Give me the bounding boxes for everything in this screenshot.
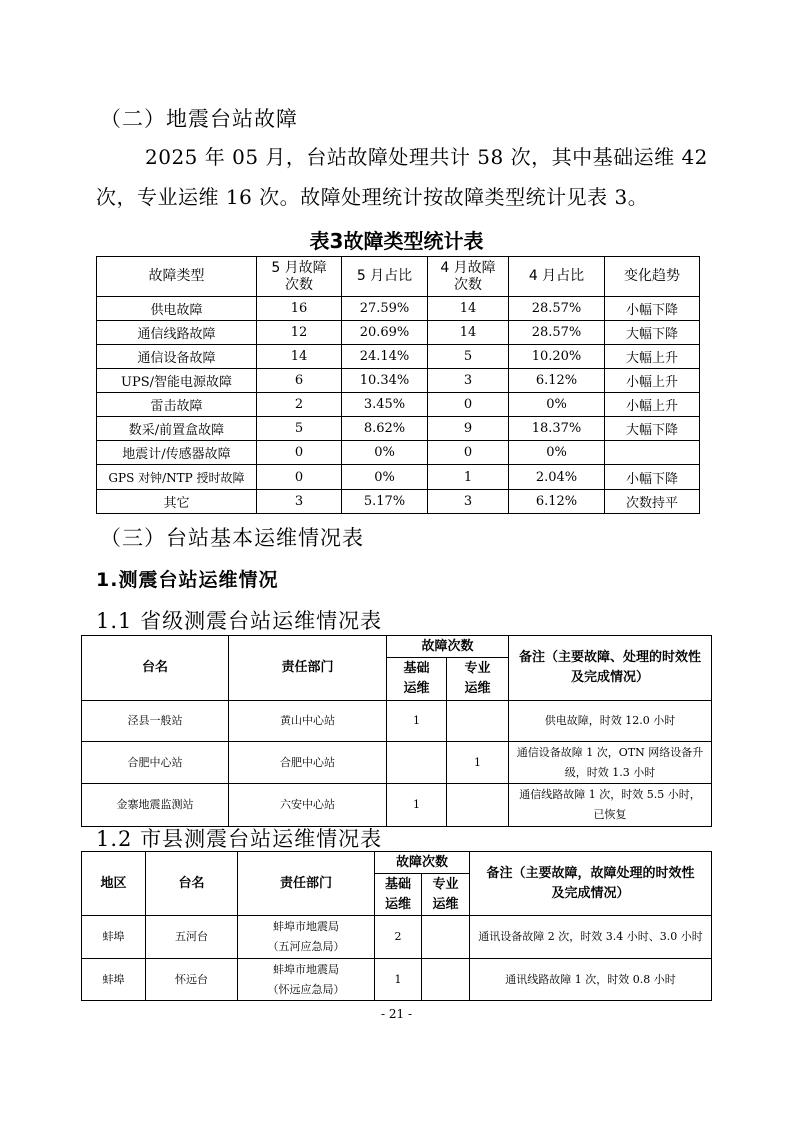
table-row	[97, 345, 700, 369]
cell-apr-ratio: 6.12%	[509, 369, 605, 393]
cell-region: 蚌埠	[82, 916, 146, 959]
cell-may: 0	[257, 441, 342, 465]
cell-remark: 通信设备故障 1 次，OTN 网络设备升 级，时效 1.3 小时	[509, 742, 712, 784]
cell-type: 供电故障	[97, 297, 257, 321]
cell-station: 五河台	[146, 916, 238, 959]
provincial-station-table	[81, 635, 712, 827]
intro-line-2: 次，专业运维 16 次。故障处理统计按故障类型统计见表 3。	[96, 185, 649, 209]
cell-type: 雷击故障	[97, 393, 257, 417]
page-number: - 21 -	[380, 1007, 412, 1021]
table-row	[82, 784, 712, 827]
cell-apr-ratio: 0%	[509, 393, 605, 417]
cell-basic: 1	[387, 701, 447, 742]
table-row	[97, 490, 700, 514]
cell-may-ratio: 3.45%	[342, 393, 428, 417]
cell-may: 3	[257, 490, 342, 514]
cell-may: 16	[257, 297, 342, 321]
subsection-1-title: 1.测震台站运维情况	[96, 569, 279, 591]
cell-dept: 蚌埠市地震局 （五河应急局）	[238, 916, 375, 959]
cell-apr-ratio: 28.57%	[509, 321, 605, 345]
cell-may-ratio: 27.59%	[342, 297, 428, 321]
cell-trend: 小幅上升	[605, 393, 700, 417]
cell-type: GPS 对钟/NTP 授时故障	[97, 465, 257, 490]
cell-basic	[387, 742, 447, 784]
cell-station: 怀远台	[146, 959, 238, 1001]
cell-region: 蚌埠	[82, 959, 146, 1001]
header-apr-count: 4 月故障 次数	[428, 257, 509, 297]
header-pro: 专业 运维	[447, 658, 509, 701]
table-row	[97, 297, 700, 321]
cell-apr-ratio: 6.12%	[509, 490, 605, 514]
cell-remark: 通讯设备故障 2 次，时效 3.4 小时、3.0 小时	[470, 916, 712, 959]
cell-apr: 5	[428, 345, 509, 369]
cell-may: 5	[257, 417, 342, 441]
header-basic: 基础 运维	[375, 874, 422, 916]
city-county-station-table	[81, 851, 712, 1001]
cell-may: 14	[257, 345, 342, 369]
table-row	[97, 441, 700, 465]
cell-remark: 供电故障，时效 12.0 小时	[509, 701, 712, 742]
cell-type: 其它	[97, 490, 257, 514]
table-row	[82, 742, 712, 784]
cell-basic: 2	[375, 916, 422, 959]
cell-trend: 小幅下降	[605, 297, 700, 321]
cell-may: 2	[257, 393, 342, 417]
cell-may-ratio: 8.62%	[342, 417, 428, 441]
cell-station: 泾县一般站	[82, 701, 229, 742]
cell-trend: 大幅下降	[605, 321, 700, 345]
cell-basic: 1	[387, 784, 447, 827]
cell-apr-ratio: 0%	[509, 441, 605, 465]
cell-type: UPS/智能电源故障	[97, 369, 257, 393]
cell-type: 通信线路故障	[97, 321, 257, 345]
cell-apr: 14	[428, 297, 509, 321]
cell-apr: 9	[428, 417, 509, 441]
cell-trend	[605, 441, 700, 465]
cell-apr: 1	[428, 465, 509, 490]
cell-station: 金寨地震监测站	[82, 784, 229, 827]
table-row	[82, 701, 712, 742]
cell-pro: 1	[447, 742, 509, 784]
cell-dept: 蚌埠市地震局 （怀远应急局）	[238, 959, 375, 1001]
table-row	[82, 916, 712, 959]
header-fault-count: 故障次数	[387, 636, 509, 658]
cell-station: 合肥中心站	[82, 742, 229, 784]
header-apr-ratio: 4 月占比	[509, 257, 605, 297]
cell-apr-ratio: 28.57%	[509, 297, 605, 321]
subsection-1-1-title: 1.1 省级测震台站运维情况表	[96, 609, 383, 633]
cell-may-ratio: 10.34%	[342, 369, 428, 393]
cell-trend: 次数持平	[605, 490, 700, 514]
header-basic: 基础 运维	[387, 658, 447, 701]
section-2-title: （二）地震台站故障	[100, 107, 298, 131]
cell-may: 0	[257, 465, 342, 490]
cell-trend: 大幅上升	[605, 345, 700, 369]
header-may-count: 5 月故障 次数	[257, 257, 342, 297]
cell-apr-ratio: 10.20%	[509, 345, 605, 369]
header-dept: 责任部门	[229, 636, 387, 701]
table-row	[82, 959, 712, 1001]
cell-apr: 0	[428, 393, 509, 417]
cell-may: 6	[257, 369, 342, 393]
cell-pro	[447, 701, 509, 742]
cell-basic: 1	[375, 959, 422, 1001]
intro-line-1: 2025 年 05 月，台站故障处理共计 58 次，其中基础运维 42	[145, 145, 708, 169]
table-row	[97, 369, 700, 393]
cell-trend: 小幅下降	[605, 465, 700, 490]
header-remark: 备注（主要故障，故障处理的时效性 及完成情况）	[470, 852, 712, 916]
header-dept: 责任部门	[238, 852, 375, 916]
cell-trend: 大幅下降	[605, 417, 700, 441]
table-row	[97, 465, 700, 490]
cell-type: 通信设备故障	[97, 345, 257, 369]
cell-apr: 0	[428, 441, 509, 465]
cell-may-ratio: 5.17%	[342, 490, 428, 514]
header-fault-type: 故障类型	[97, 257, 257, 297]
cell-remark: 通讯线路故障 1 次，时效 0.8 小时	[470, 959, 712, 1001]
cell-may-ratio: 24.14%	[342, 345, 428, 369]
table-3-caption: 表3故障类型统计表	[309, 229, 484, 253]
cell-trend: 小幅上升	[605, 369, 700, 393]
cell-dept: 合肥中心站	[229, 742, 387, 784]
cell-apr: 3	[428, 490, 509, 514]
header-region: 地区	[82, 852, 146, 916]
cell-apr-ratio: 2.04%	[509, 465, 605, 490]
header-trend: 变化趋势	[605, 257, 700, 297]
cell-pro	[422, 916, 470, 959]
cell-remark: 通信线路故障 1 次，时效 5.5 小时， 已恢复	[509, 784, 712, 827]
header-station: 台名	[82, 636, 229, 701]
cell-type: 地震计/传感器故障	[97, 441, 257, 465]
header-remark: 备注（主要故障、处理的时效性 及完成情况）	[509, 636, 712, 701]
header-may-ratio: 5 月占比	[342, 257, 428, 297]
table-row	[97, 393, 700, 417]
table-row	[97, 321, 700, 345]
cell-may-ratio: 0%	[342, 441, 428, 465]
cell-type: 数采/前置盒故障	[97, 417, 257, 441]
cell-apr-ratio: 18.37%	[509, 417, 605, 441]
fault-type-table	[96, 256, 700, 514]
section-3-title: （三）台站基本运维情况表	[100, 526, 364, 550]
subsection-1-2-title: 1.2 市县测震台站运维情况表	[96, 827, 383, 851]
cell-may: 12	[257, 321, 342, 345]
table-row	[97, 417, 700, 441]
cell-dept: 六安中心站	[229, 784, 387, 827]
header-fault-count: 故障次数	[375, 852, 470, 874]
table-header-row	[97, 257, 700, 297]
cell-pro	[447, 784, 509, 827]
header-pro: 专业 运维	[422, 874, 470, 916]
cell-may-ratio: 20.69%	[342, 321, 428, 345]
cell-pro	[422, 959, 470, 1001]
cell-dept: 黄山中心站	[229, 701, 387, 742]
header-station: 台名	[146, 852, 238, 916]
cell-apr: 3	[428, 369, 509, 393]
cell-apr: 14	[428, 321, 509, 345]
cell-may-ratio: 0%	[342, 465, 428, 490]
